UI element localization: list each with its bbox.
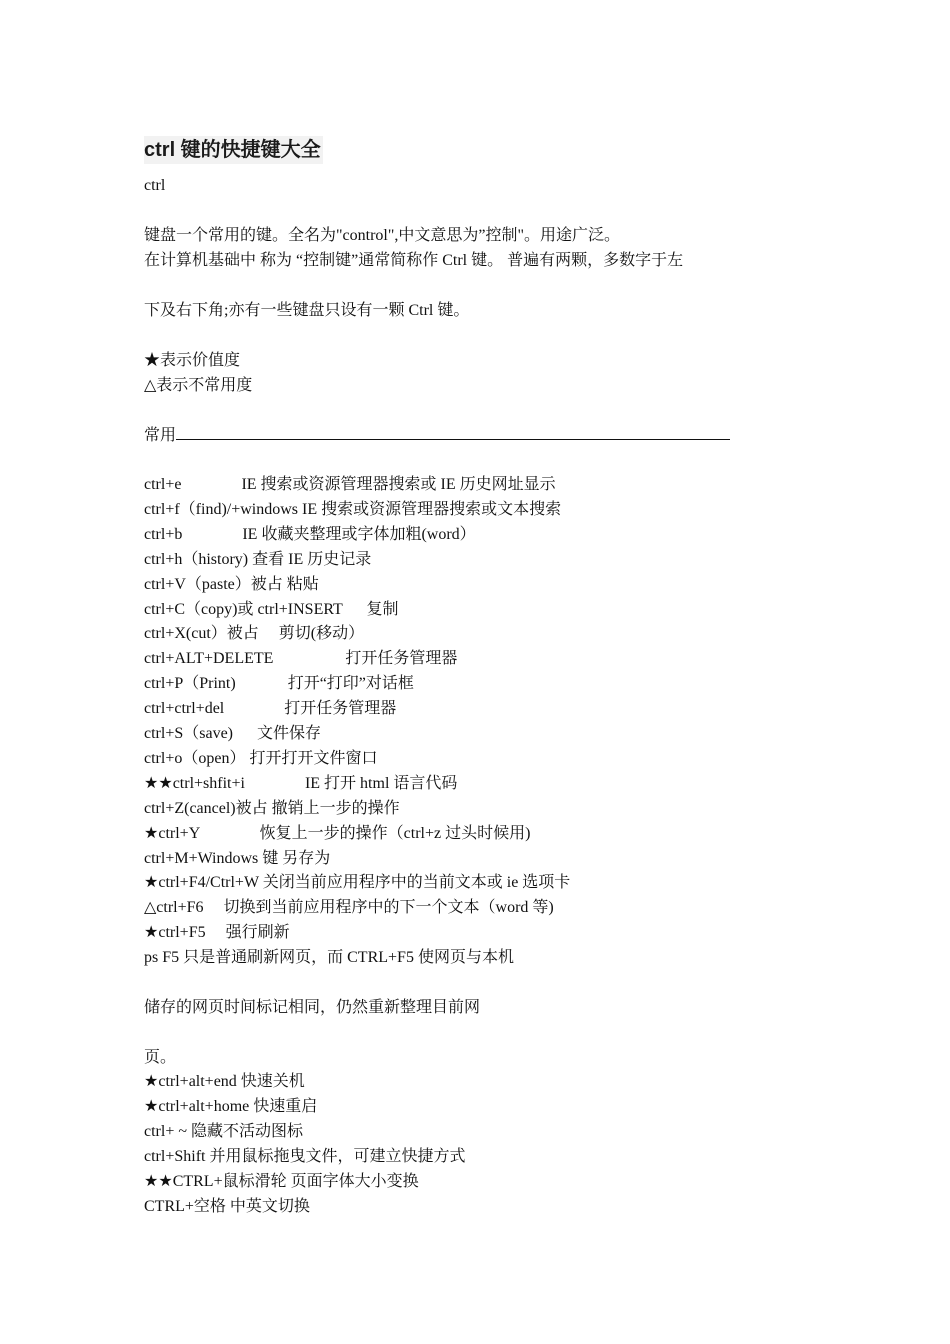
shortcut-line: ctrl+P（Print) 打开“打印”对话框: [144, 675, 414, 692]
shortcut-line: △ctrl+F6 切换到当前应用程序中的下一个文本（word 等): [144, 899, 554, 916]
shortcut-line: ctrl+X(cut）被占 剪切(移动）: [144, 625, 365, 642]
legend-uncommon: △表示不常用度: [144, 377, 253, 394]
shortcut-line: ctrl+o（open） 打开打开文件窗口: [144, 750, 378, 767]
shortcut-line: ctrl+b IE 收藏夹整理或字体加粗(word）: [144, 526, 476, 543]
shortcut-line: ★ctrl+alt+end 快速关机: [144, 1073, 305, 1090]
document-title: ctrl 键的快捷键大全: [144, 136, 323, 164]
shortcut-line: ★ctrl+alt+home 快速重启: [144, 1098, 318, 1115]
shortcut-line: ★ctrl+Y 恢复上一步的操作（ctrl+z 过头时候用): [144, 825, 531, 842]
shortcut-line: ★★CTRL+鼠标滑轮 页面字体大小变换: [144, 1173, 419, 1190]
note-line: 页。: [144, 1049, 177, 1066]
shortcut-line: ctrl+ALT+DELETE 打开任务管理器: [144, 650, 458, 667]
paragraph-keyboard-position: 下及右下角;亦有一些键盘只设有一颗 Ctrl 键。: [144, 302, 470, 319]
shortcut-line: ctrl+f（find)/+windows IE 搜索或资源管理器搜索或文本搜索: [144, 501, 562, 518]
shortcut-line: ctrl+ctrl+del 打开任务管理器: [144, 700, 397, 717]
shortcut-line: ctrl+Z(cancel)被占 撤销上一步的操作: [144, 800, 400, 817]
heading-underline: [176, 424, 730, 440]
shortcut-line: CTRL+空格 中英文切换: [144, 1198, 310, 1215]
shortcut-line: ctrl+S（save) 文件保存: [144, 725, 322, 742]
shortcut-line: ctrl+h（history) 查看 IE 历史记录: [144, 551, 372, 568]
legend-value: ★表示价值度: [144, 352, 241, 369]
shortcut-line: ★ctrl+F5 强行刷新: [144, 924, 290, 941]
shortcut-line: ctrl+V（paste）被占 粘贴: [144, 576, 319, 593]
shortcut-line: ctrl+ ~ 隐藏不活动图标: [144, 1123, 304, 1140]
note-line: 储存的网页时间标记相同，仍然重新整理目前网: [144, 999, 481, 1016]
shortcut-line: ctrl+C（copy)或 ctrl+INSERT 复制: [144, 601, 399, 618]
shortcut-line: ★ctrl+F4/Ctrl+W 关闭当前应用程序中的当前文本或 ie 选项卡: [144, 874, 571, 891]
shortcut-line: ctrl+e IE 搜索或资源管理器搜索或 IE 历史网址显示: [144, 476, 556, 493]
shortcut-line: ★★ctrl+shfit+i IE 打开 html 语言代码: [144, 775, 458, 792]
shortcut-line: ctrl+Shift 并用鼠标拖曳文件，可建立快捷方式: [144, 1148, 466, 1165]
paragraph-control-key: 在计算机基础中 称为 “控制键”通常简称作 Ctrl 键。 普遍有两颗，多数字于左: [144, 252, 684, 269]
section-heading-label: 常用: [144, 427, 177, 444]
shortcut-line: ctrl+M+Windows 键 另存为: [144, 850, 331, 867]
paragraph-ctrl: ctrl: [144, 177, 166, 194]
paragraph-definition: 键盘一个常用的键。全名为"control",中文意思为”控制"。用途广泛。: [144, 227, 621, 244]
note-line: ps F5 只是普通刷新网页，而 CTRL+F5 使网页与本机: [144, 949, 514, 966]
section-heading-common: [144, 424, 730, 447]
